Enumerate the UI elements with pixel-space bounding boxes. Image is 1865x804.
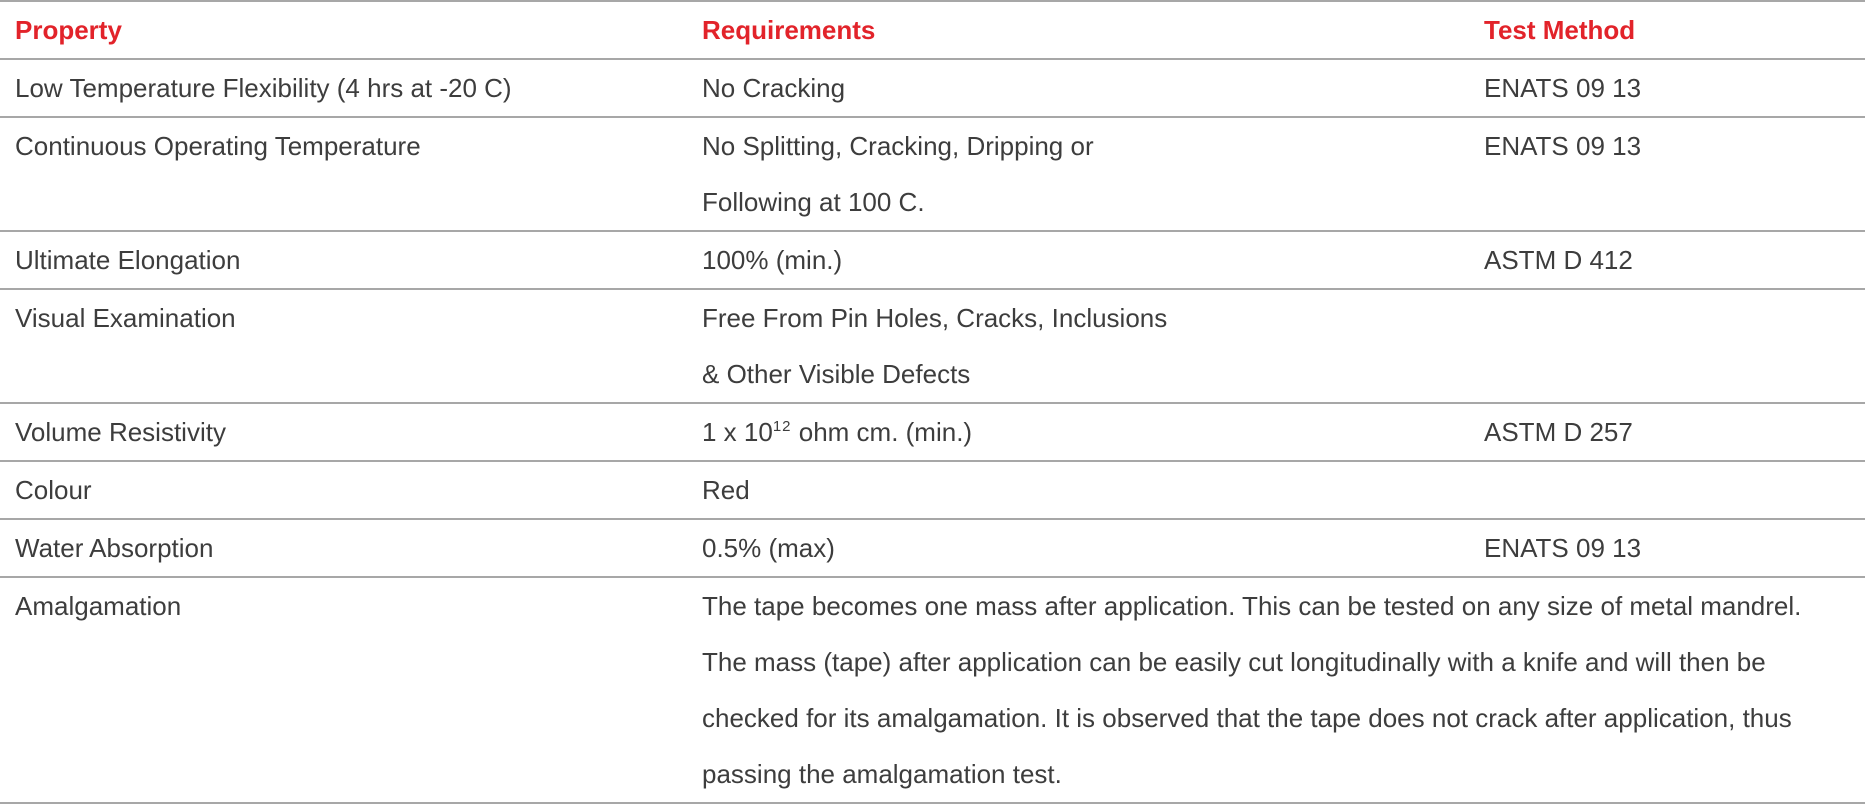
test-method-cell: ENATS 09 13: [1472, 117, 1865, 231]
header-test-method: Test Method: [1472, 1, 1865, 59]
table-row: [0, 59, 1865, 117]
table-row: [0, 403, 1865, 461]
property-cell: Volume Resistivity: [0, 403, 690, 461]
requirements-cell: [690, 519, 1472, 577]
property-cell: Low Temperature Flexibility (4 hrs at -20 C): [0, 59, 690, 117]
table-row: [0, 231, 1865, 289]
table-row: [0, 461, 1865, 519]
table-row: [0, 117, 1865, 231]
table-row: [0, 289, 1865, 403]
property-cell: Ultimate Elongation: [0, 231, 690, 289]
property-cell: Continuous Operating Temperature: [0, 117, 690, 231]
test-method-cell: [1472, 289, 1865, 403]
header-property: Property: [0, 1, 690, 59]
table-row: [0, 577, 1865, 803]
requirements-base: 1 x 10: [702, 417, 773, 447]
header-row: [0, 1, 1865, 59]
requirements-cell: [690, 289, 1472, 403]
header-requirements: Requirements: [690, 1, 1472, 59]
requirements-line: No Cracking: [702, 73, 846, 103]
requirements-line: Free From Pin Holes, Cracks, Inclusions: [702, 303, 1168, 333]
property-cell: Amalgamation: [0, 577, 690, 803]
requirements-line: & Other Visible Defects: [702, 359, 971, 389]
requirements-line: checked for its amalgamation. It is observed that the tape does not crack after application, thus: [702, 703, 1792, 733]
test-method-cell: ASTM D 412: [1472, 231, 1865, 289]
requirements-cell: [690, 577, 1865, 803]
requirements-line: Following at 100 C.: [702, 187, 925, 217]
requirements-rest: ohm cm. (min.): [791, 417, 973, 447]
property-cell: Water Absorption: [0, 519, 690, 577]
requirements-cell: [690, 231, 1472, 289]
requirements-cell: [690, 461, 1472, 519]
requirements-line: 0.5% (max): [702, 533, 835, 563]
requirements-line: Red: [702, 475, 750, 505]
test-method-cell: ENATS 09 13: [1472, 519, 1865, 577]
table-row: [0, 519, 1865, 577]
requirements-line: passing the amalgamation test.: [702, 759, 1062, 789]
requirements-cell: [690, 403, 1472, 461]
property-cell: Visual Examination: [0, 289, 690, 403]
test-method-cell: ENATS 09 13: [1472, 59, 1865, 117]
requirements-line: No Splitting, Cracking, Dripping or: [702, 131, 1094, 161]
requirements-line: 100% (min.): [702, 245, 843, 275]
requirements-cell: [690, 117, 1472, 231]
test-method-cell: ASTM D 257: [1472, 403, 1865, 461]
requirements-line: The mass (tape) after application can be easily cut longitudinally with a knife and will then be: [702, 647, 1766, 677]
requirements-cell: [690, 59, 1472, 117]
property-cell: Colour: [0, 461, 690, 519]
test-method-cell: [1472, 461, 1865, 519]
requirements-line: The tape becomes one mass after application. This can be tested on any size of metal mandrel.: [702, 591, 1802, 621]
requirements-exponent: 12: [772, 418, 792, 435]
